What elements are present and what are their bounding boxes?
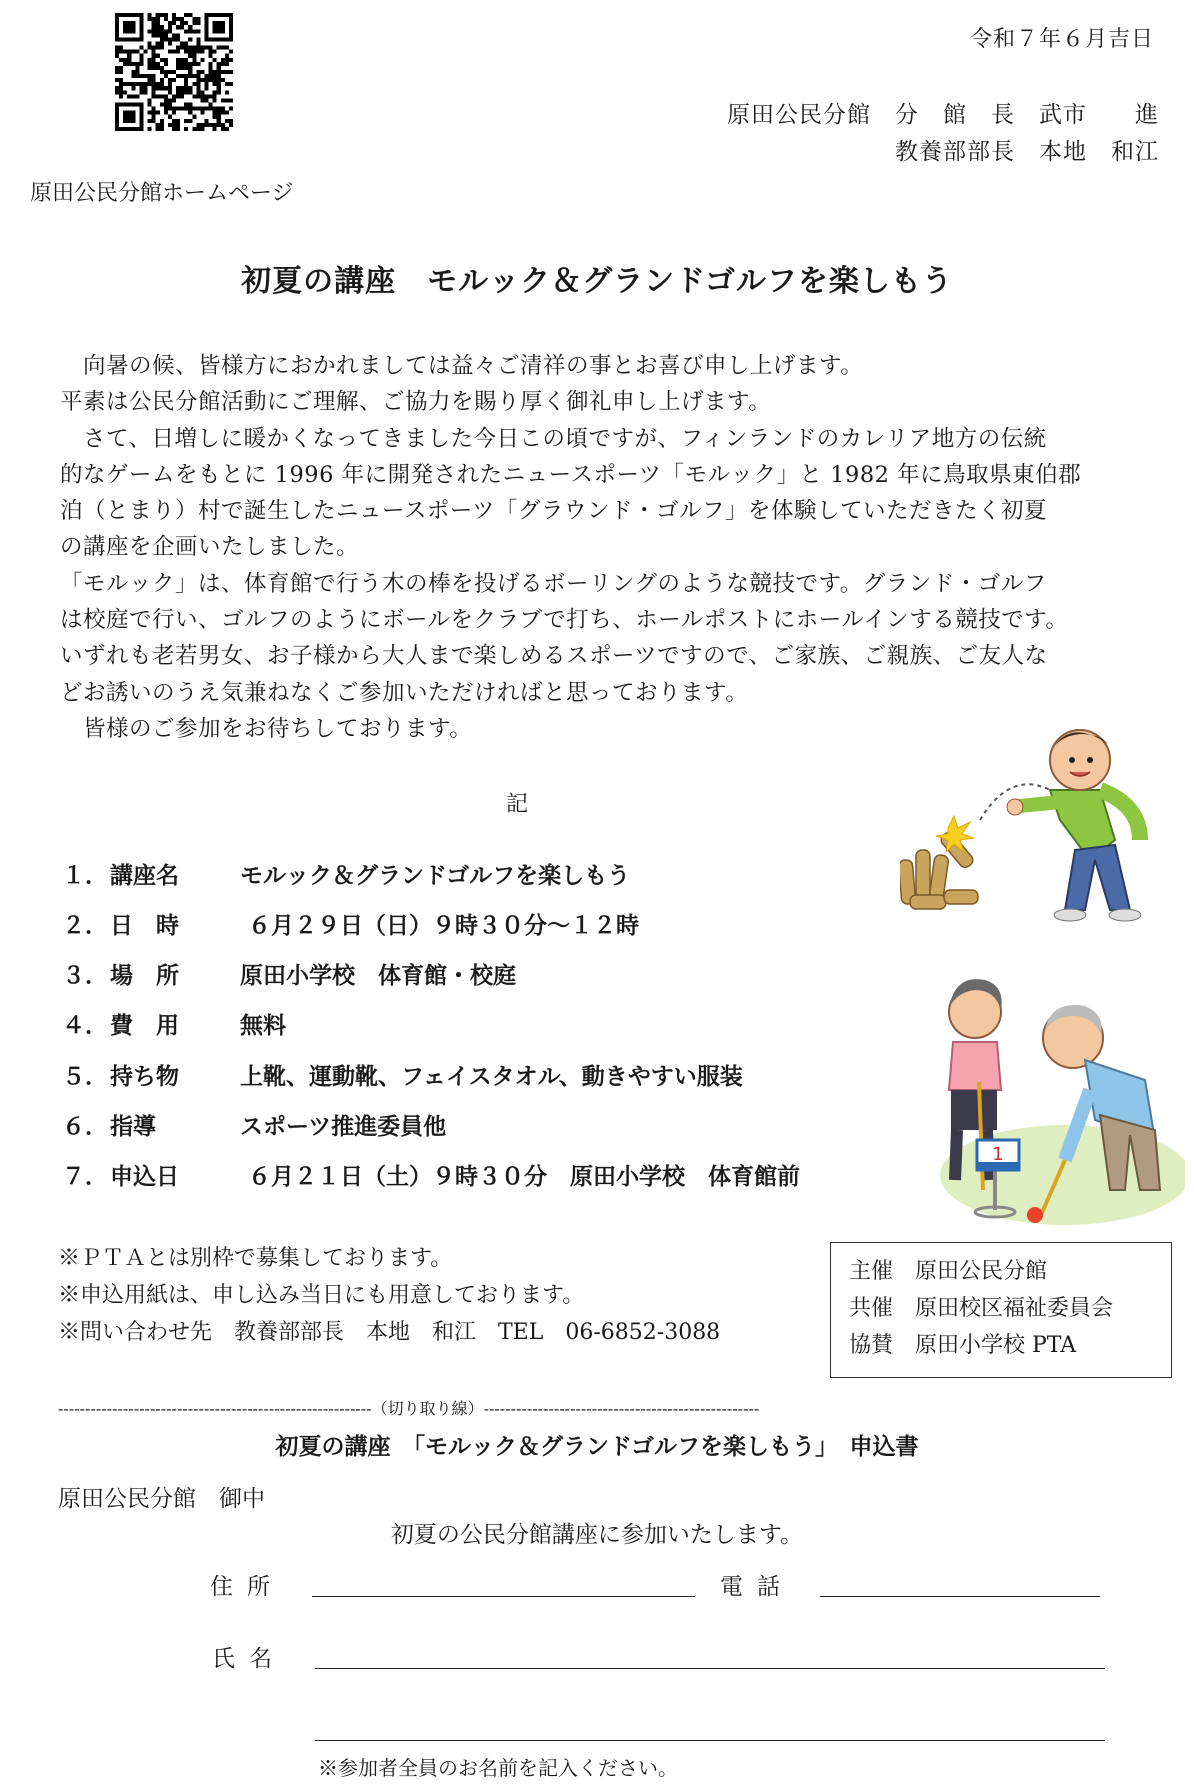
item-number: １． xyxy=(62,863,108,889)
phone-field[interactable] xyxy=(820,1596,1100,1597)
cut-dashes-left: ---------------------------------------------------------- xyxy=(58,1399,372,1418)
item-label: 日 時 xyxy=(110,913,179,939)
item-value: スポーツ推進委員他 xyxy=(240,1114,447,1140)
item-number: ３． xyxy=(62,963,108,989)
note-line: ※申込用紙は、申し込み当日にも用意しております。 xyxy=(58,1283,585,1308)
note-line: ※問い合わせ先 教養部部長 本地 和江 TEL 06-6852-3088 xyxy=(58,1320,721,1345)
body-line: 向暑の候、皆様方におかれましては益々ご清祥の事とお喜び申し上げます。 xyxy=(60,353,864,379)
body-line: 的なゲームをもとに 1996 年に開発されたニュースポーツ「モルック」と 1982 年に鳥取県東伯郡 xyxy=(60,461,1082,488)
body-line: の講座を企画いたしました。 xyxy=(60,534,360,561)
address-label: 住所 xyxy=(210,1574,284,1600)
body-line: は校庭で行い、ゴルフのようにボールをクラブで打ち、ホールポストにホールインする競技です。 xyxy=(60,607,1069,634)
item-number: ５． xyxy=(62,1064,108,1090)
ground-golf-illustration xyxy=(925,950,1185,1225)
body-line: 平素は公民分館活動にご理解、ご協力を賜り厚く御礼申し上げます。 xyxy=(60,389,772,416)
name-field-2[interactable] xyxy=(315,1740,1105,1741)
item-number: ２． xyxy=(62,913,108,939)
cut-label: （切り取り線） xyxy=(371,1399,484,1418)
name-label: 氏名 xyxy=(212,1646,286,1672)
form-note: ※参加者全員のお名前を記入ください。 xyxy=(318,1756,678,1780)
sponsor-host: 主催 原田公民分館 xyxy=(849,1259,1048,1284)
sponsor-cohost: 共催 原田校区福祉委員会 xyxy=(849,1296,1114,1321)
form-addressee: 原田公民分館 御中 xyxy=(58,1486,265,1512)
molkky-player-illustration xyxy=(900,710,1160,930)
detail-item-instructor xyxy=(62,1108,446,1141)
body-text xyxy=(60,348,1160,747)
item-label: 場 所 xyxy=(110,963,179,989)
homepage-caption: 原田公民分館ホームページ xyxy=(30,181,294,206)
qr-code[interactable] xyxy=(115,13,233,131)
body-line: いずれも老若男女、お子様から大人まで楽しめるスポーツですので、ご家族、ご親族、ご友人な xyxy=(60,643,1048,670)
item-value: 無料 xyxy=(240,1013,286,1039)
signer-line-1: 原田公民分館 分 館 長 武市 進 xyxy=(727,102,1159,128)
issue-date: 令和７年６月吉日 xyxy=(969,27,1154,52)
detail-item-fee xyxy=(62,1007,286,1040)
body-line: 皆様のご参加をお待ちしております。 xyxy=(60,715,473,742)
molkky-pins-icon xyxy=(900,830,978,909)
body-line: どお誘いのうえ気兼ねなくご参加いただければと思っております。 xyxy=(60,679,749,706)
detail-item-course xyxy=(62,857,630,890)
item-value: 上靴、運動靴、フェイスタオル、動きやすい服装 xyxy=(240,1064,743,1090)
item-number: ６． xyxy=(62,1114,108,1140)
body-line: 泊（とまり）村で誕生したニュースポーツ「グラウンド・ゴルフ」を体験していただきたく初夏 xyxy=(60,498,1047,525)
name-field-1[interactable] xyxy=(315,1668,1105,1669)
flag-number: 1 xyxy=(992,1144,1004,1165)
item-value: ６月２９日（日）９時３０分～１２時 xyxy=(240,913,640,939)
body-line: さて、日増しに暖かくなってきました今日この頃ですが、フィンランドのカレリア地方の伝統 xyxy=(60,425,1047,452)
item-number: ７． xyxy=(62,1164,108,1190)
cut-dashes-right: --------------------------------------------------- xyxy=(483,1399,760,1418)
body-line: 「モルック」は、体育館で行う木の棒を投げるボーリングのような競技です。グランド・ゴルフ xyxy=(60,570,1047,597)
detail-item-belongings xyxy=(62,1058,743,1091)
detail-item-application-date xyxy=(62,1158,800,1191)
item-number: ４． xyxy=(62,1013,108,1039)
item-label: 指導 xyxy=(110,1114,156,1140)
golf-ball-icon xyxy=(1027,1207,1043,1223)
thrower-figure xyxy=(1007,730,1141,921)
page-title: 初夏の講座 モルック＆グランドゴルフを楽しもう xyxy=(241,264,953,299)
item-value: モルック＆グランドゴルフを楽しもう xyxy=(240,863,631,889)
item-value: 原田小学校 体育館・校庭 xyxy=(240,963,516,989)
detail-item-datetime xyxy=(62,907,639,940)
item-label: 講座名 xyxy=(110,863,179,889)
notes xyxy=(58,1240,720,1351)
sponsor-support: 協賛 原田小学校 PTA xyxy=(849,1333,1077,1358)
item-label: 申込日 xyxy=(110,1164,179,1190)
item-label: 持ち物 xyxy=(110,1064,179,1090)
note-line: ※ＰＴＡとは別枠で募集しております。 xyxy=(58,1246,453,1271)
form-title: 初夏の講座 「モルック＆グランドゴルフを楽しもう」 申込書 xyxy=(275,1434,919,1460)
item-label: 費 用 xyxy=(110,1013,179,1039)
form-join-text: 初夏の公民分館講座に参加いたします。 xyxy=(390,1522,804,1548)
ki-heading: 記 xyxy=(506,792,529,817)
detail-item-place xyxy=(62,957,516,990)
phone-label: 電話 xyxy=(720,1574,794,1600)
cut-line xyxy=(58,1396,1158,1419)
address-field[interactable] xyxy=(312,1596,695,1597)
item-value: ６月２１日（土）９時３０分 原田小学校 体育館前 xyxy=(240,1164,801,1190)
sponsor-box xyxy=(830,1242,1172,1378)
signer-line-2: 教養部部長 本地 和江 xyxy=(895,139,1159,165)
